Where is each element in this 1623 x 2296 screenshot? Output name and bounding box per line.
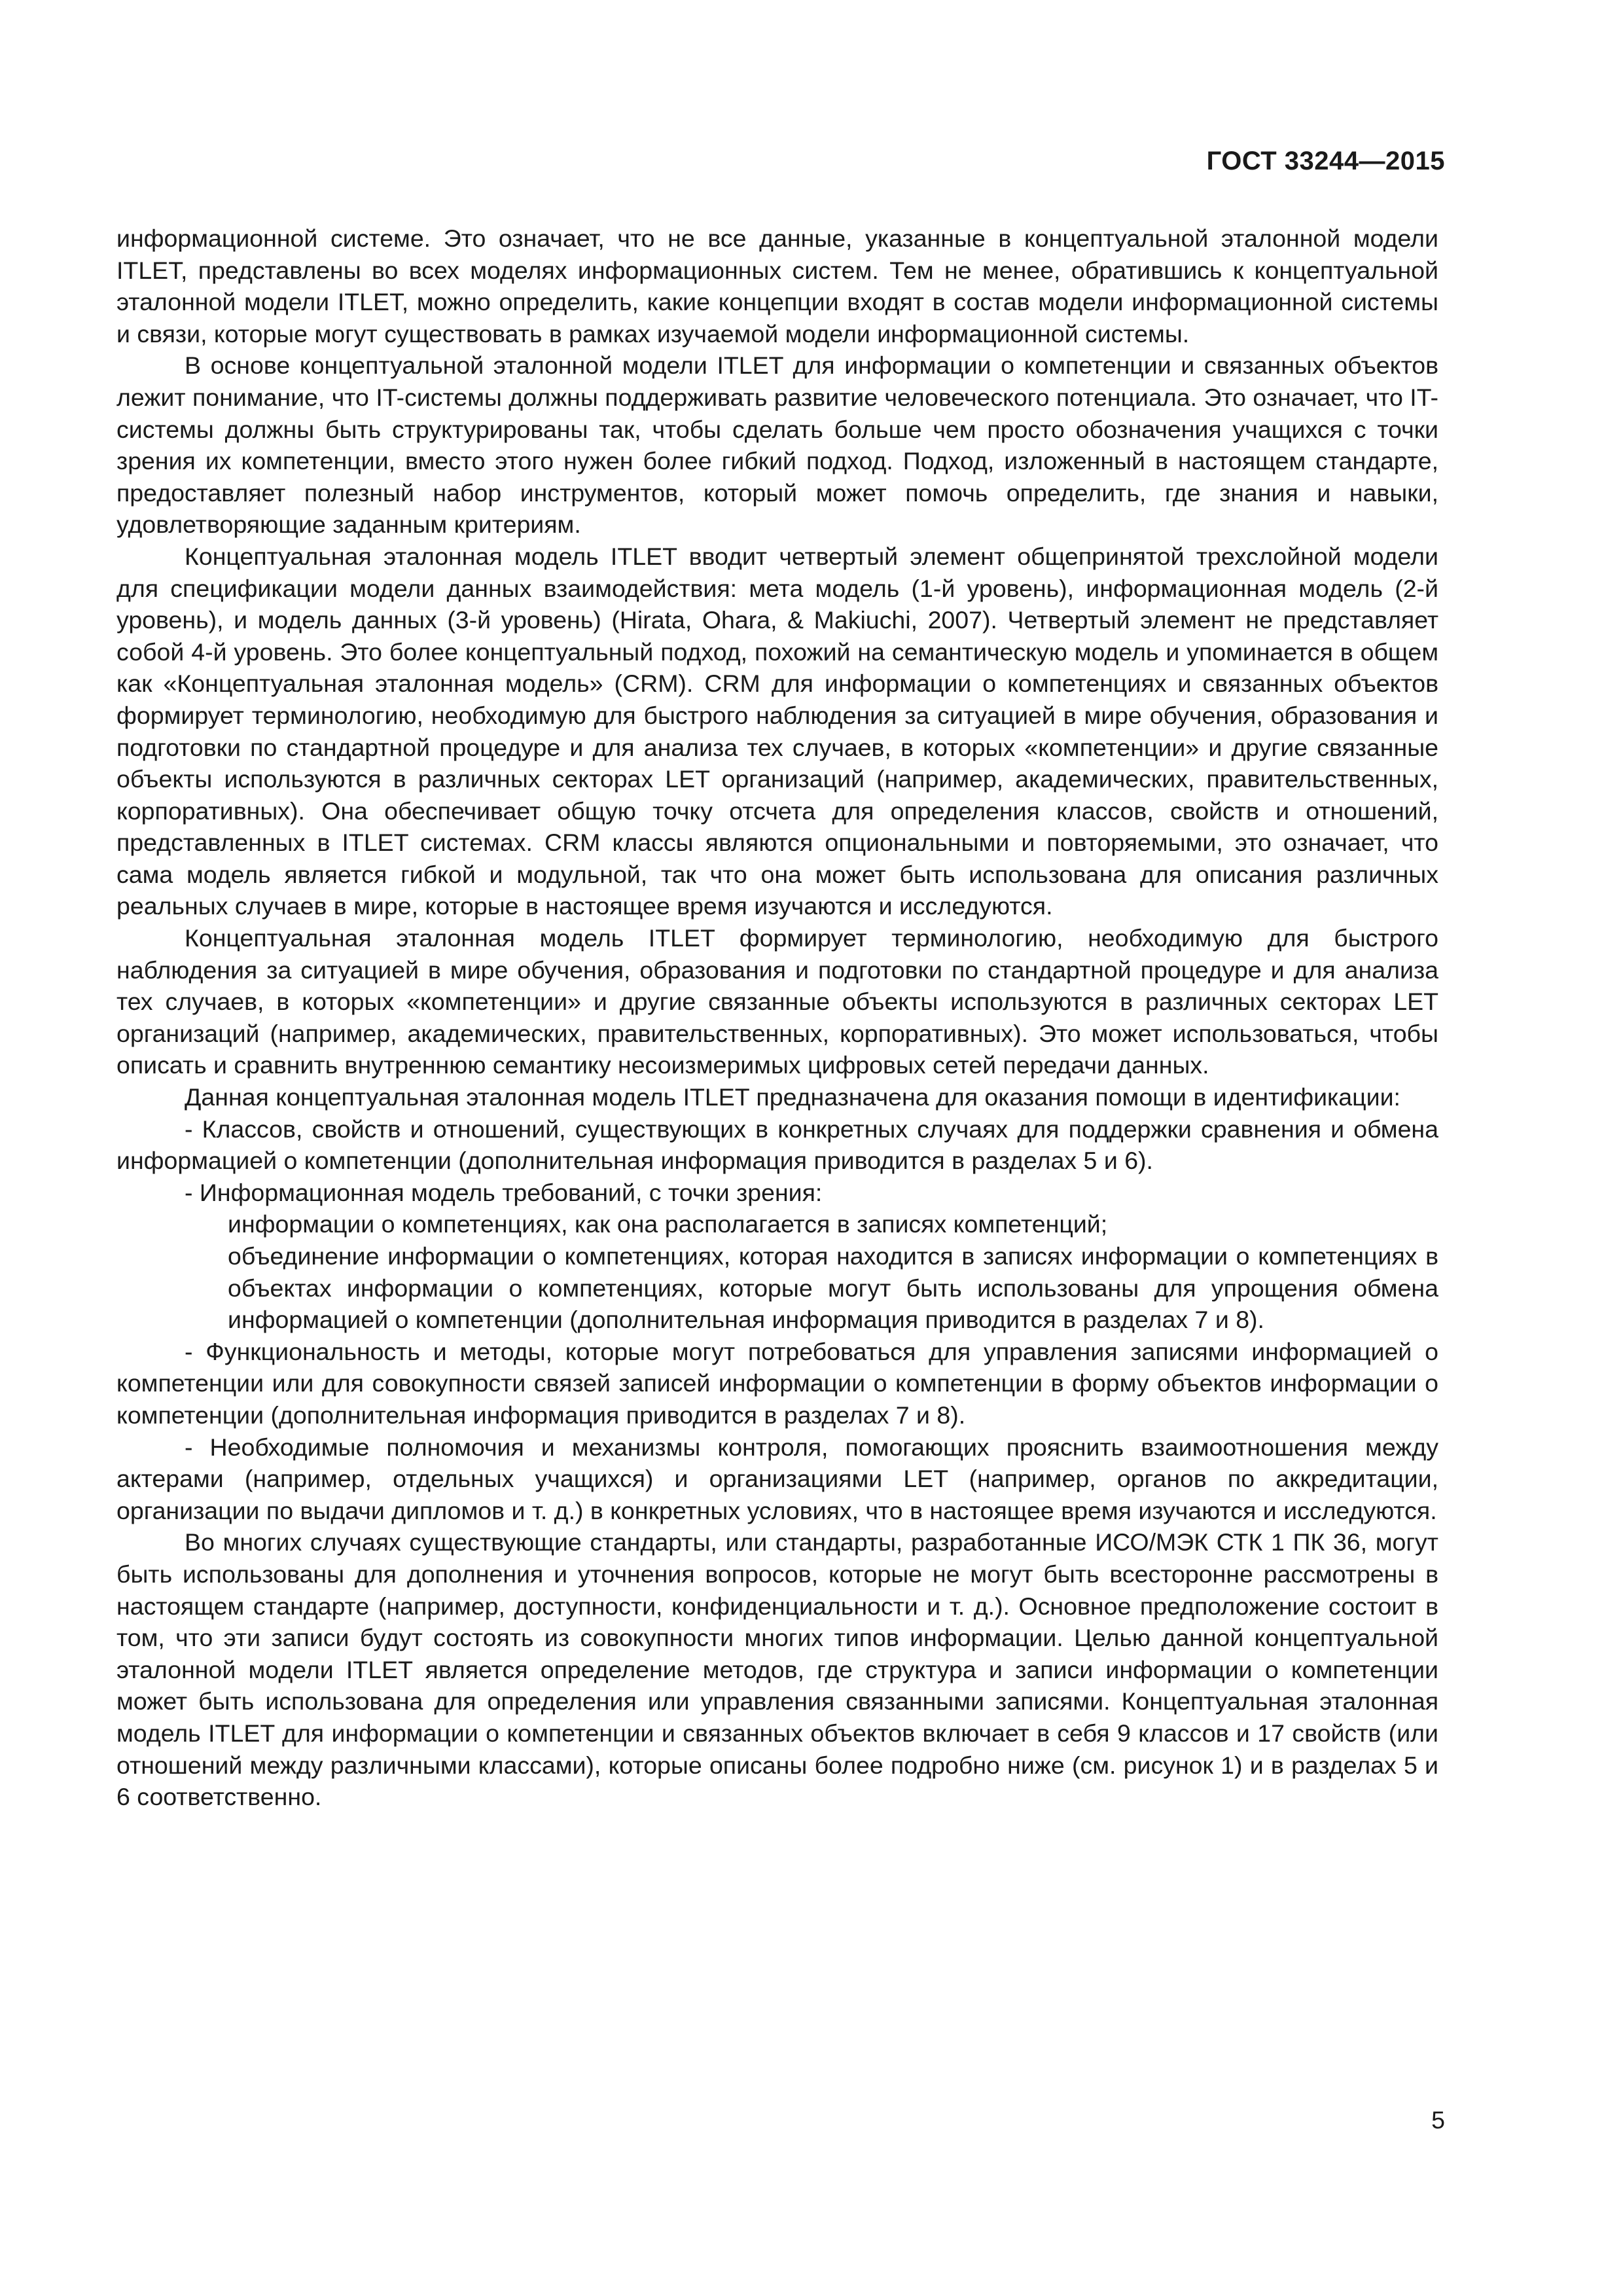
page-number: 5: [1431, 2106, 1445, 2134]
list-item: - Необходимые полномочия и механизмы контроля, помогающих прояснить взаимоотношения между актерами (например, отдельных учащихся) и организациями LET (например, органов по аккредитации, организации по выдачи дипломов и т. д.) в конкретных условиях, что в настоящее время изучаются и исследуются.: [116, 1433, 1438, 1524]
paragraph: Концептуальная эталонная модель ITLET формирует терминологию, необходимую для быстрого наблюдения за ситуацией в мире обучения, образования и подготовки по стандартной процедуре и для анализа тех случаев, в которых «компетенции» и другие связанные объекты используются в различных секторах LET организаций (например, академических, правительственных, корпоративных). Это может использоваться, чтобы описать и сравнить внутреннюю семантику несоизмеримых цифровых сетей передачи данных.: [116, 924, 1438, 1079]
sub-list-item: объединение информации о компетенциях, которая находится в записях информации о компетенциях в объектах информации о компетенциях, которые могут быть использованы для упрощения обмена информацией о компетенции (дополнительная информация приводится в разделах 7 и 8).: [228, 1242, 1438, 1334]
paragraph: Концептуальная эталонная модель ITLET вводит четвертый элемент общепринятой трехслойной модели для спецификации модели данных взаимодействия: мета модель (1-й уровень), информационная модель (2-й уровень), и модель данных (3-й уровень) (Hirata, Ohara, & Makiuchi, 2007). Четвертый элемент не представляет собой 4-й уровень. Это более концептуальный подход, похожий на семантическую модель и упоминается в общем как «Концептуальная эталонная модель» (CRM). CRM для информации о компетенциях и связанных объектов формирует терминологию, необходимую для быстрого наблюдения за ситуацией в мире обучения, образования и подготовки по стандартной процедуре и для анализа тех случаев, в которых «компетенции» и другие связанные объекты используются в различных секторах LET организаций (например, академических, правительственных, корпоративных). Она обеспечивает общую точку отсчета для определения классов, свойств и отношений, представленных в ITLET системах. CRM классы являются опциональными и повторяемыми, это означает, что сама модель является гибкой и модульной, так что она может быть использована для описания различных реальных случаев в мире, которые в настоящее время изучаются и исследуются.: [116, 542, 1438, 920]
paragraph: В основе концептуальной эталонной модели ITLET для информации о компетенции и связанных объектов лежит понимание, что IT-системы должны поддерживать развитие человеческого потенциала. Это означает, что IT-системы должны быть структурированы так, чтобы сделать больше чем просто обозначения учащихся с точки зрения их компетенции, вместо этого нужен более гибкий подход. Подход, изложенный в настоящем стандарте, предоставляет полезный набор инструментов, который может помочь определить, где знания и навыки, удовлетворяющие заданным критериям.: [116, 351, 1438, 539]
paragraph-continuation: информационной системе. Это означает, что не все данные, указанные в концептуальной эталонной модели ITLET, представлены во всех моделях информационных систем. Тем не менее, обратившись к концептуальной эталонной модели ITLET, можно определить, какие концепции входят в состав модели информационной системы и связи, которые могут существовать в рамках изучаемой модели информационной системы.: [116, 224, 1438, 348]
document-body: [116, 223, 1438, 1813]
paragraph: Данная концептуальная эталонная модель ITLET предназначена для оказания помощи в идентификации:: [185, 1083, 1400, 1111]
sub-list-item: информации о компетенциях, как она располагается в записях компетенций;: [228, 1210, 1108, 1238]
paragraph: Во многих случаях существующие стандарты, или стандарты, разработанные ИСО/МЭК СТК 1 ПК 36, могут быть использованы для дополнения и уточнения вопросов, которые не могут быть всесторонне рассмотрены в настоящем стандарте (например, доступности, конфиденциальности и т. д.). Основное предположение состоит в том, что эти записи будут состоять из совокупности многих типов информации. Целью данной концептуальной эталонной модели ITLET является определение методов, где структура и записи информации о компетенции может быть использована для определения или управления связанными записями. Концептуальная эталонная модель ITLET для информации о компетенции и связанных объектов включает в себя 9 классов и 17 свойств (или отношений между различными классами), которые описаны более подробно ниже (см. рисунок 1) и в разделах 5 и 6 соответственно.: [116, 1528, 1438, 1811]
document-code-header: ГОСТ 33244—2015: [1206, 147, 1445, 175]
list-item: - Информационная модель требований, с точки зрения:: [185, 1178, 823, 1206]
list-item: - Функциональность и методы, которые могут потребоваться для управления записями информацией о компетенции или для совокупности связей записей информации о компетенции в форму объектов информации о компетенции (дополнительная информация приводится в разделах 7 и 8).: [116, 1337, 1438, 1429]
list-item: - Классов, свойств и отношений, существующих в конкретных случаях для поддержки сравнения и обмена информацией о компетенции (дополнительная информация приводится в разделах 5 и 6).: [116, 1115, 1438, 1175]
